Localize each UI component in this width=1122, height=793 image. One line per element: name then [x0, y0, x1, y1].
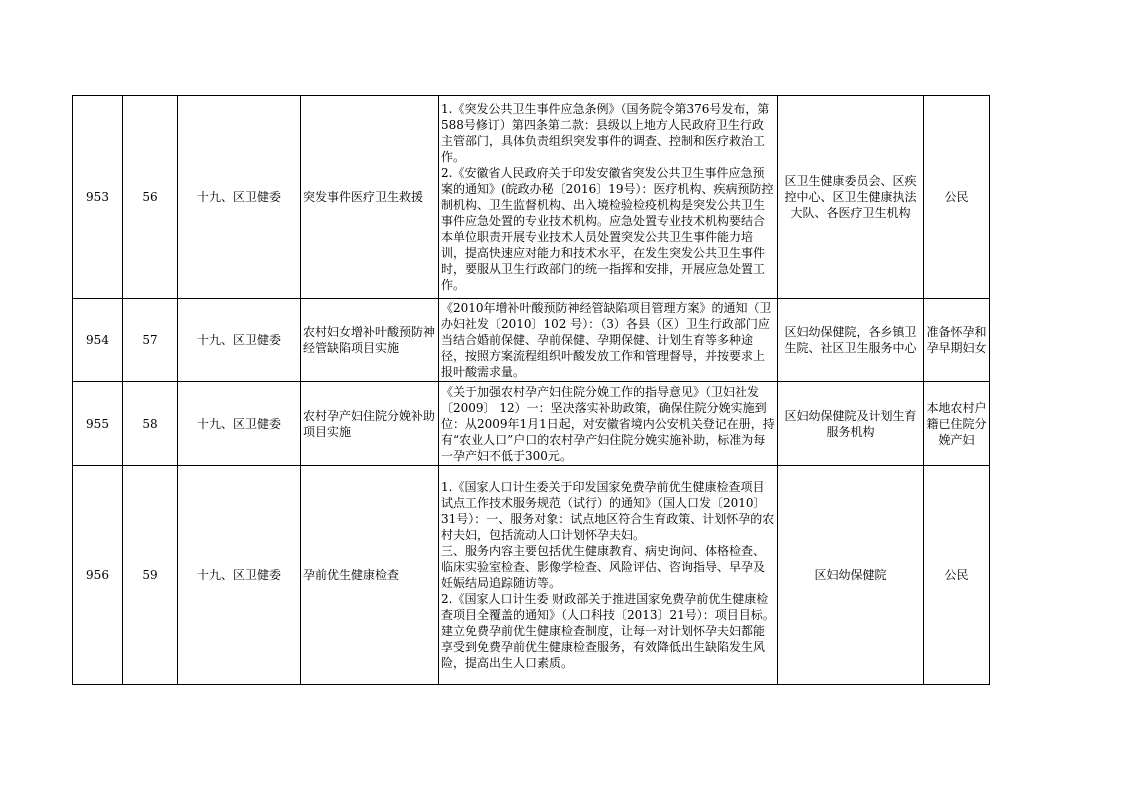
responsible-unit-cell: 区卫生健康委员会、区疾控中心、区卫生健康执法大队、各医疗卫生机构	[778, 96, 924, 299]
dept-cell: 十九、区卫健委	[178, 299, 301, 382]
service-target-cell: 公民	[924, 96, 990, 299]
legal-basis-paragraph: 1.《国家人口计生委关于印发国家免费孕前优生健康检查项目试点工作技术服务规范（试行）的通知》（国人口发〔2010〕31号）：一、服务对象：试点地区符合生育政策、计划怀孕的农村夫妇，包括流动人口计划怀孕夫妇。	[441, 480, 775, 542]
legal-basis-paragraph: 《2010年增补叶酸预防神经管缺陷项目管理方案》的通知（卫办妇社发〔2010〕102 号）：（3）各县（区）卫生行政部门应当结合婚前保健、孕前保健、孕期保健、计划生育等多种途径，按照方案流程组织叶酸发放工作和管理督导，并按要求上报叶酸需求量。	[441, 301, 772, 379]
table-row	[73, 96, 990, 299]
seq-cell: 954	[73, 299, 123, 382]
legal-basis-paragraph: 三、服务内容主要包括优生健康教育、病史询问、体格检查、临床实验室检查、影像学检查、风险评估、咨询指导、早孕及妊娠结局追踪随访等。	[441, 544, 766, 590]
sub-seq-cell: 59	[123, 466, 178, 685]
responsible-unit-cell: 区妇幼保健院及计划生育服务机构	[778, 382, 924, 466]
service-list-table	[72, 95, 990, 685]
table-row	[73, 299, 990, 382]
legal-basis-cell	[439, 466, 778, 685]
responsible-unit-cell: 区妇幼保健院	[778, 466, 924, 685]
item-name-cell: 农村孕产妇住院分娩补助项目实施	[301, 382, 439, 466]
service-target-cell: 准备怀孕和孕早期妇女	[924, 299, 990, 382]
dept-cell: 十九、区卫健委	[178, 96, 301, 299]
seq-cell: 956	[73, 466, 123, 685]
responsible-unit-cell: 区妇幼保健院，各乡镇卫生院、社区卫生服务中心	[778, 299, 924, 382]
legal-basis-paragraph: 1.《突发公共卫生事件应急条例》（国务院令第376号发布，第588号修订）第四条第二款：县级以上地方人民政府卫生行政主管部门，具体负责组织突发事件的调查、控制和医疗救治工作。	[441, 102, 770, 164]
legal-basis-paragraph: 2.《安徽省人民政府关于印发安徽省突发公共卫生事件应急预案的通知》(皖政办秘〔2016〕19号）：医疗机构、疾病预防控制机构、卫生监督机构、出入境检验检疫机构是突发公共卫生事件应急处置的专业技术机构。应急处置专业技术机构要结合本单位职责开展专业技术人员处置突发公共卫生事件能力培训，提高快速应对能力和技术水平，在发生突发公共卫生事件时，要服从卫生行政部门的统一指挥和安排，开展应急处置工作。	[441, 166, 774, 292]
legal-basis-paragraph: 《关于加强农村孕产妇住院分娩工作的指导意见》（卫妇社发〔2009〕 12）一：坚决落实补助政策，确保住院分娩实施到位：从2009年1月1日起，对安徽省境内公安机关登记在册，持有“农业人口”户口的农村孕产妇住院分娩实施补助，标准为每一孕产妇不低于300元。	[441, 384, 775, 463]
seq-cell: 953	[73, 96, 123, 299]
item-name-cell: 农村妇女增补叶酸预防神经管缺陷项目实施	[301, 299, 439, 382]
sub-seq-cell: 56	[123, 96, 178, 299]
item-name-cell: 突发事件医疗卫生救援	[301, 96, 439, 299]
sub-seq-cell: 58	[123, 382, 178, 466]
legal-basis-cell	[439, 382, 778, 466]
dept-cell: 十九、区卫健委	[178, 466, 301, 685]
dept-cell: 十九、区卫健委	[178, 382, 301, 466]
service-target-cell: 公民	[924, 466, 990, 685]
table-row	[73, 382, 990, 466]
table-row	[73, 466, 990, 685]
item-name-cell: 孕前优生健康检查	[301, 466, 439, 685]
legal-basis-cell	[439, 96, 778, 299]
legal-basis-cell	[439, 299, 778, 382]
seq-cell: 955	[73, 382, 123, 466]
legal-basis-paragraph: 2.《国家人口计生委 财政部关于推进国家免费孕前优生健康检查项目全覆盖的通知》（人口科技〔2013〕21号）：项目目标。 建立免费孕前优生健康检查制度，让每一对计划怀孕夫妇都能享受到免费孕前优生健康检查服务，有效降低出生缺陷发生风险，提高出生人口素质。	[441, 592, 775, 670]
service-target-cell: 本地农村户籍已住院分娩产妇	[924, 382, 990, 466]
sub-seq-cell: 57	[123, 299, 178, 382]
